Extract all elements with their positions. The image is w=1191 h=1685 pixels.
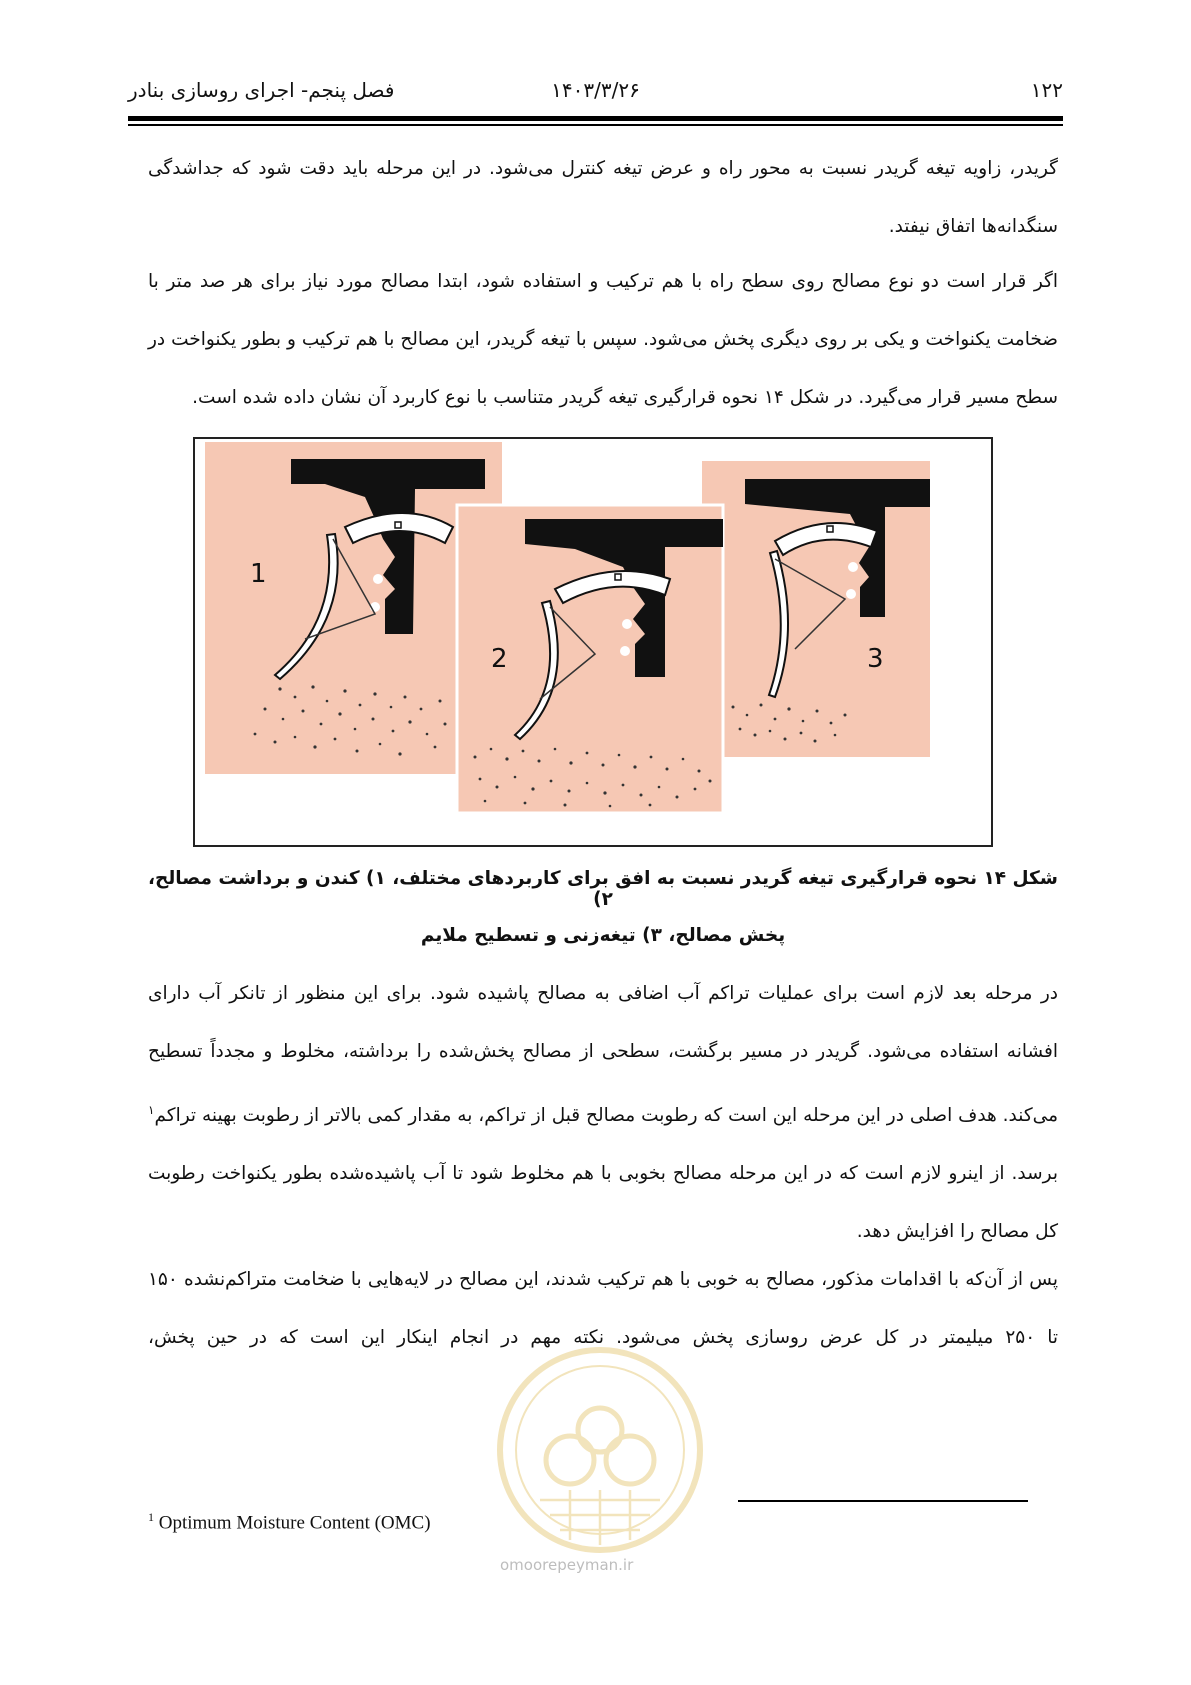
panel-2-bolt-bottom — [620, 646, 630, 656]
footnote-number: 1 — [148, 1510, 154, 1524]
panel-1-bolt-top — [373, 574, 383, 584]
chapter-title: فصل پنجم- اجرای روسازی بنادر — [128, 78, 395, 102]
paragraph-3-part-b: برسد. از اینرو لازم است که در این مرحله مصالح بخوبی با هم مخلوط شود تا آب پاشیده‌شده بطور یکنواخت رطوبت کل مصالح را افزایش دهد. — [148, 1163, 1058, 1243]
footnote-text: Optimum Moisture Content (OMC) — [158, 1512, 431, 1534]
grader-blade-figure — [193, 437, 993, 847]
panel-3-label: 3 — [867, 644, 884, 674]
header-rule-thin — [128, 124, 1063, 126]
panel-2-bolt-top — [622, 619, 632, 629]
footnote-reference: ۱ — [148, 1103, 155, 1117]
grader-blade-illustration — [195, 439, 991, 845]
figure-caption-line-1: شکل ۱۴ نحوه قرارگیری تیغه گریدر نسبت به افق برای کاربردهای مختلف، ۱) کندن و برداشت مصالح، ۲) — [148, 868, 1058, 910]
panel-2-label: 2 — [491, 644, 508, 674]
footnote-rule — [738, 1500, 1028, 1502]
page-header — [128, 72, 1063, 112]
page-number: ۱۲۲ — [1030, 78, 1063, 102]
panel-1-pivot — [395, 522, 401, 528]
paragraph-1: گریدر، زاویه تیغه گریدر نسبت به محور راه و عرض تیغه کنترل می‌شود. در این مرحله باید دقت شود که جداشدگی سنگدانه‌ها اتفاق نیفتد. — [148, 158, 1058, 237]
header-rule-thick — [128, 116, 1063, 121]
panel-2-spreading — [457, 505, 723, 813]
footnote — [148, 1510, 431, 1534]
paragraph-4: پس از آن‌که با اقدامات مذکور، مصالح به خوبی با هم ترکیب شدند، این مصالح در لایه‌هایی با ضخامت متراکم‌نشده ۱۵۰ تا ۲۵۰ میلیمتر در کل عرض روسازی پخش می‌شود. نکته مهم در انجام اینکار این است که در حین پخش، — [148, 1269, 1058, 1348]
watermark-url: omoorepeyman.ir — [500, 1556, 634, 1574]
panel-3-pivot — [827, 526, 833, 532]
header-date: ۱۴۰۳/۳/۲۶ — [551, 78, 640, 102]
panel-3-light-blading — [702, 461, 930, 757]
figure-caption-line-2: پخش مصالح، ۳) تیغه‌زنی و تسطیح ملایم — [420, 925, 786, 946]
panel-3-bolt-top — [848, 562, 858, 572]
paragraph-2: اگر قرار است دو نوع مصالح روی سطح راه با هم ترکیب و استفاده شود، ابتدا مصالح مورد نیاز برای هر صد متر با ضخامت یکنواخت و یکی بر روی دیگری پخش می‌شود. سپس با تیغه گریدر، این مصالح با هم ترکیب و بطور یکنواخت در سطح مسیر قرار می‌گیرد. در شکل ۱۴ نحوه قرارگیری تیغه گریدر متناسب با نوع کاربرد آن نشان داده شده است. — [148, 271, 1058, 408]
paragraph-3 — [148, 965, 1058, 1261]
panel-1-label: 1 — [250, 559, 267, 589]
panel-2-pivot — [615, 574, 621, 580]
watermark-seal — [480, 1330, 720, 1590]
panel-3-bolt-bottom — [846, 589, 856, 599]
paragraph-3-part-a: در مرحله بعد لازم است برای عملیات تراکم آب اضافی به مصالح پاشیده شود. برای این منظور از تانکر آب دارای افشانه استفاده می‌شود. گریدر در مسیر برگشت، سطحی از مصالح پخش‌شده را برداشته، مخلوط و مجدداً تسطیح می‌کند. هدف اصلی در این مرحله این است که رطوبت مصالح قبل از تراکم، به مقدار کمی بالاتر از رطوبت بهینه تراکم — [148, 983, 1058, 1127]
